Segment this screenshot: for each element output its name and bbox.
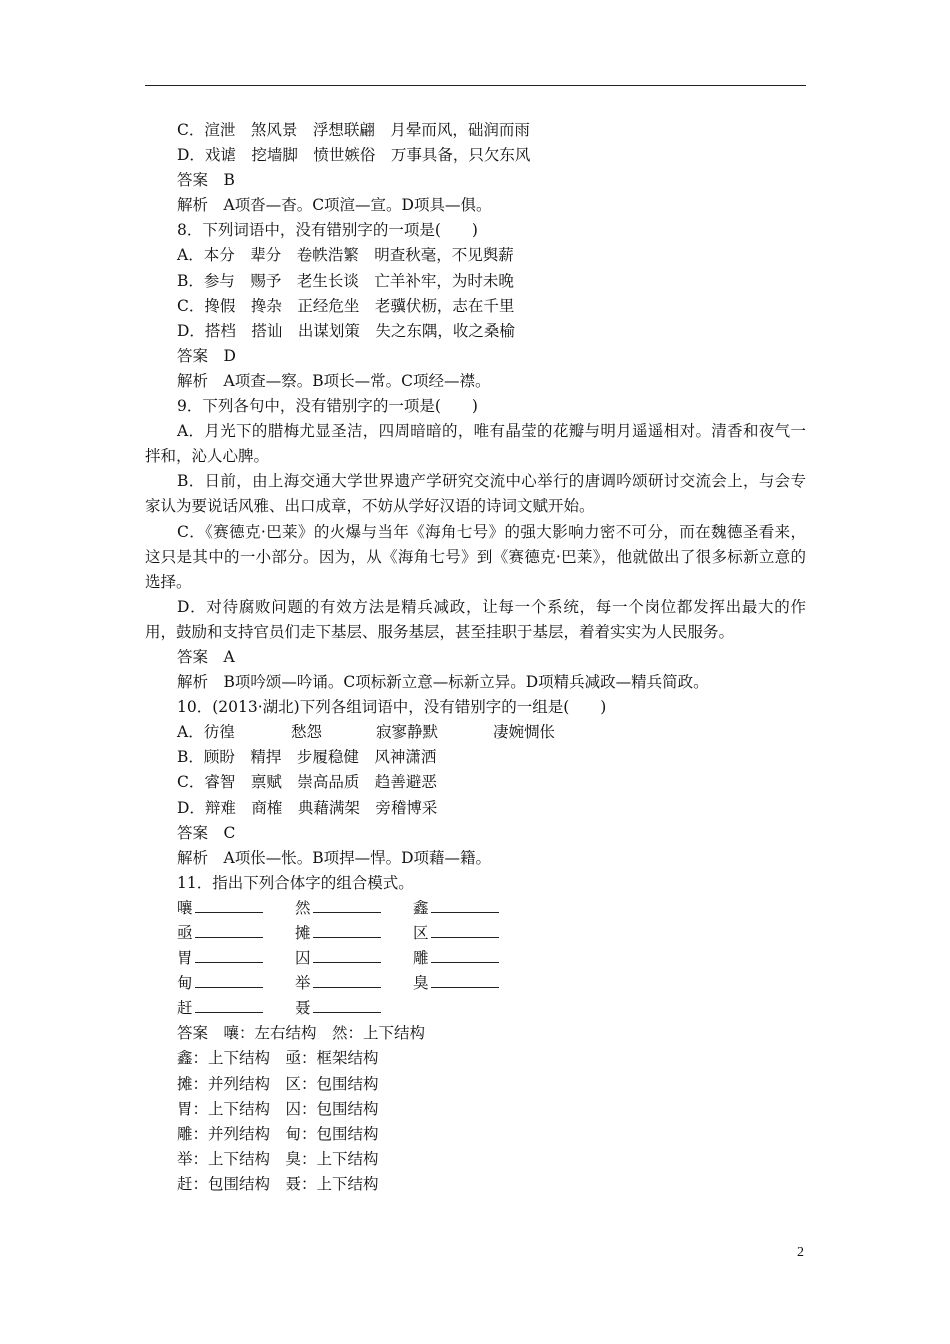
q11-answer-blank bbox=[195, 948, 263, 963]
page-number: 2 bbox=[797, 1245, 804, 1260]
q11-item bbox=[177, 921, 263, 946]
q11-answer-line: 举：上下结构 臭：上下结构 bbox=[177, 1149, 379, 1168]
q10-stem: 10．(2013·湖北)下列各组词语中，没有错别字的一组是( ) bbox=[177, 698, 607, 717]
q11-answer-block bbox=[145, 1021, 806, 1197]
q11-answer-line: 摊：并列结构 区：包围结构 bbox=[177, 1074, 379, 1093]
q10-option-a-term: 愁怨 bbox=[291, 723, 323, 742]
q10-answer: 答案 C bbox=[177, 823, 236, 842]
q11-answer-blank bbox=[431, 948, 499, 963]
q11-answer-line: 赶：包围结构 聂：上下结构 bbox=[177, 1174, 379, 1193]
q10-option-a-term: A．彷徨 bbox=[177, 723, 235, 742]
q10-option-a-term: 寂寥静默 bbox=[376, 723, 439, 742]
q11-item bbox=[295, 996, 381, 1021]
q7-option-c: C．渲泄 煞风景 浮想联翩 月晕而风，础润而雨 bbox=[177, 121, 530, 139]
q10-option-a bbox=[145, 720, 806, 745]
q8-analysis: 解析 A项查—察。B项长—常。C项经—襟。 bbox=[177, 371, 491, 390]
q11-answer-blank bbox=[313, 973, 381, 988]
q11-character: 鑫 bbox=[413, 898, 429, 917]
q11-row bbox=[145, 921, 806, 946]
q11-answer-blank bbox=[195, 898, 263, 913]
q8-option-c: C．搀假 搀杂 正经危坐 老骥伏枥，志在千里 bbox=[177, 296, 515, 315]
q10-option-b: B．顾盼 精捍 步履稳健 风神潇洒 bbox=[177, 748, 437, 767]
q7-analysis: 解析 A项沓—杳。C项渲—宣。D项具—俱。 bbox=[177, 196, 492, 215]
q11-answer-blank bbox=[195, 998, 263, 1013]
q8-option-b: B．参与 赐予 老生长谈 亡羊补牢，为时未晚 bbox=[177, 271, 514, 290]
q11-answer-blank bbox=[313, 923, 381, 938]
q11-character: 嚷 bbox=[177, 898, 193, 917]
q11-answer-blank bbox=[313, 898, 381, 913]
q7-option-d: D．戏谑 挖墙脚 愤世嫉俗 万事具备，只欠东风 bbox=[177, 146, 531, 165]
q11-character: 赶 bbox=[177, 999, 193, 1018]
q11-item bbox=[295, 971, 381, 996]
q8-stem: 8．下列词语中，没有错别字的一项是( ) bbox=[177, 221, 478, 240]
q11-answer-line: 胃：上下结构 囚：包围结构 bbox=[177, 1099, 379, 1118]
q10-option-c: C．睿智 禀赋 崇高品质 趋善避恶 bbox=[177, 773, 437, 792]
q11-character: 然 bbox=[295, 898, 311, 917]
q11-character: 摊 bbox=[295, 924, 311, 942]
q11-answer-blank bbox=[431, 973, 499, 988]
q11-answer-blank bbox=[431, 898, 499, 913]
q11-character: 区 bbox=[413, 924, 429, 942]
q11-answer-blank bbox=[313, 998, 381, 1013]
q8-option-a: A．本分 辈分 卷帙浩繁 明查秋毫，不见舆薪 bbox=[177, 246, 514, 265]
q9-option-a: A．月光下的腊梅尤显圣洁，四周暗暗的，唯有晶莹的花瓣与明月遥遥相对。清香和夜气一拌和，沁人心脾。 bbox=[145, 422, 806, 466]
q11-character: 囚 bbox=[295, 949, 311, 968]
q11-row bbox=[145, 996, 806, 1021]
q11-item bbox=[295, 921, 381, 946]
q11-item bbox=[413, 946, 499, 971]
q11-answer-line: 鑫：上下结构 亟：框架结构 bbox=[177, 1049, 379, 1068]
q11-character: 雕 bbox=[413, 949, 429, 968]
q11-character: 聂 bbox=[295, 999, 311, 1018]
page-content bbox=[145, 118, 806, 1197]
q11-item bbox=[413, 921, 499, 946]
q11-item bbox=[177, 946, 263, 971]
q9-option-d: D．对待腐败问题的有效方法是精兵减政，让每一个系统，每一个岗位都发挥出最大的作用，鼓励和支持官员们走下基层、服务基层，甚至挂职于基层，着着实实为人民服务。 bbox=[145, 597, 806, 641]
q11-character: 甸 bbox=[177, 974, 193, 993]
q11-character: 举 bbox=[295, 974, 311, 993]
q9-analysis: 解析 B项吟颂—吟诵。C项标新立意—标新立异。D项精兵减政—精兵简政。 bbox=[177, 673, 709, 692]
q11-row bbox=[145, 971, 806, 996]
q10-analysis: 解析 A项伥—怅。B项捍—悍。D项藉—籍。 bbox=[177, 848, 492, 867]
q10-option-d: D．辩难 商榷 典藉满架 旁稽博采 bbox=[177, 798, 438, 817]
q11-character: 胃 bbox=[177, 949, 193, 968]
q11-item bbox=[295, 946, 381, 971]
q11-answer-blank bbox=[195, 923, 263, 938]
q11-item bbox=[413, 971, 499, 996]
q11-item bbox=[177, 996, 263, 1021]
q9-option-b: B．日前，由上海交通大学世界遗产学研究交流中心举行的唐调吟颂研讨交流会上，与会专家认为要说话风雅、出口成章，不妨从学好汉语的诗词文赋开始。 bbox=[145, 472, 806, 516]
q9-answer: 答案 A bbox=[177, 647, 235, 666]
header-rule bbox=[145, 85, 806, 86]
q11-character: 臭 bbox=[413, 974, 429, 993]
q11-item bbox=[177, 896, 263, 921]
q9-option-c: C．《赛德克·巴莱》的火爆与当年《海角七号》的强大影响力密不可分，而在魏德圣看来，这只是其中的一小部分。因为，从《海角七号》到《赛德克·巴莱》，他就做出了很多标新立意的选择。 bbox=[145, 522, 806, 591]
q9-stem: 9．下列各句中，没有错别字的一项是( ) bbox=[177, 397, 478, 416]
q11-answer-line: 雕：并列结构 甸：包围结构 bbox=[177, 1124, 379, 1143]
q7-answer: 答案 B bbox=[177, 171, 235, 190]
q10-option-a-term: 凄婉惆伥 bbox=[493, 723, 556, 742]
q8-answer: 答案 D bbox=[177, 346, 236, 365]
q11-answer-line: 答案 嚷：左右结构 然：上下结构 bbox=[177, 1024, 426, 1043]
q11-row bbox=[145, 896, 806, 921]
q11-item bbox=[295, 896, 381, 921]
q11-item bbox=[177, 971, 263, 996]
q11-row bbox=[145, 946, 806, 971]
q8-option-d: D．搭档 搭讪 出谋划策 失之东隅，收之桑榆 bbox=[177, 321, 515, 340]
q11-character-grid bbox=[145, 896, 806, 1021]
q11-answer-blank bbox=[195, 973, 263, 988]
q11-answer-blank bbox=[431, 923, 499, 938]
q11-character: 亟 bbox=[177, 924, 193, 942]
q11-stem: 11．指出下列合体字的组合模式。 bbox=[177, 873, 414, 892]
q11-answer-blank bbox=[313, 948, 381, 963]
q11-item bbox=[413, 896, 499, 921]
